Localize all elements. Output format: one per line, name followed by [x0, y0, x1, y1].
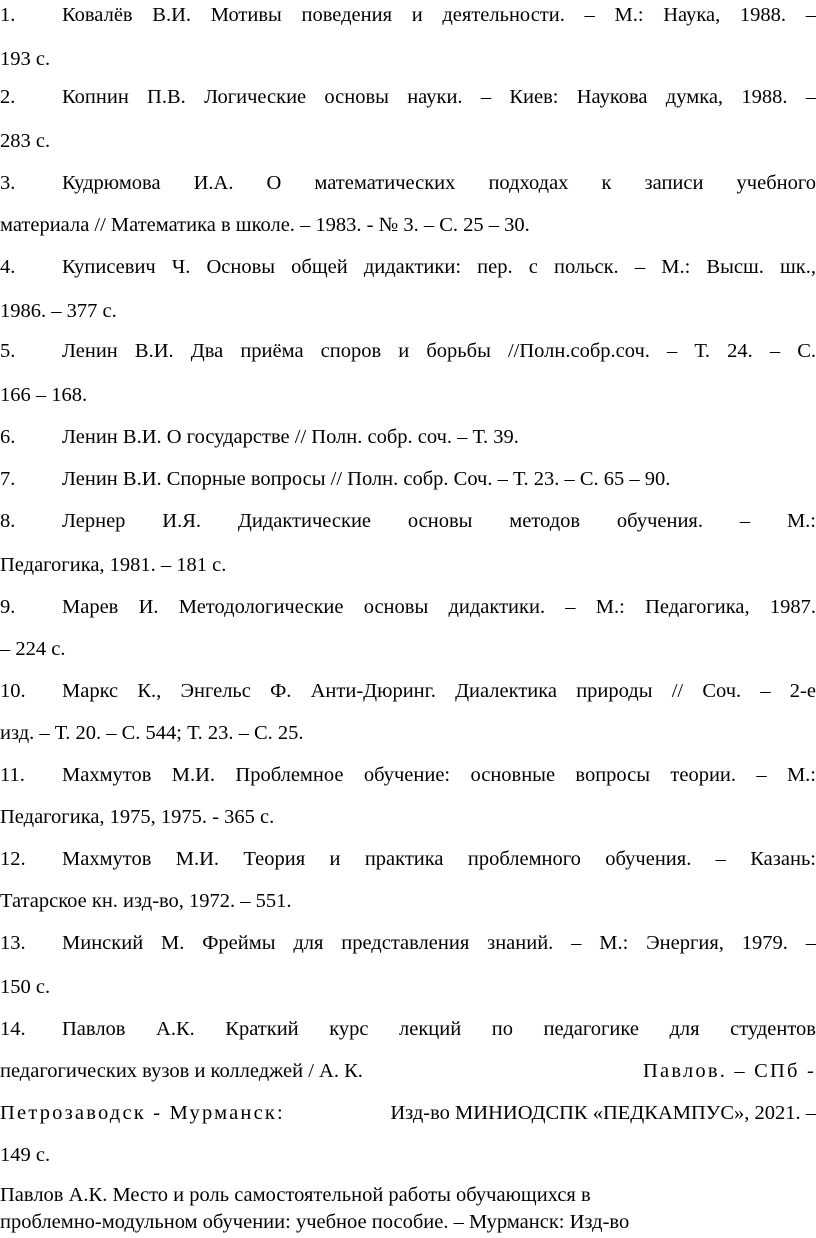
reference-number: 9. — [0, 596, 16, 618]
reference-text: Ленин В.И. О государстве // Полн. собр. соч. – Т. 39. — [62, 426, 519, 448]
reference-text-continued: Педагогика, 1975, 1975. - 365 с. — [0, 806, 275, 828]
reference-text: Махмутов М.И. Теория и практика проблемного обучения. – Казань: — [62, 848, 816, 870]
reference-text-continued: 193 с. — [0, 48, 51, 70]
reference-text-continued: педагогических вузов и колледжей / А. К. — [0, 1060, 363, 1082]
reference-number: 5. — [0, 340, 16, 362]
reference-text: Марев И. Методологические основы дидактики. – М.: Педагогика, 1987. — [62, 596, 816, 618]
reference-number: 7. — [0, 468, 16, 490]
reference-text-continued: Петрозаводск - Мурманск: — [0, 1102, 285, 1124]
reference-text-continued: изд. – Т. 20. – С. 544; Т. 23. – С. 25. — [0, 722, 304, 744]
reference-text: Лернер И.Я. Дидактические основы методов обучения. – М.: — [62, 510, 816, 532]
reference-text-continued: Изд-во МИНИОДСПК «ПЕДКАМПУС», 2021. – — [390, 1102, 816, 1124]
reference-number: 2. — [0, 86, 16, 108]
reference-text-continued: 149 с. — [0, 1144, 51, 1166]
reference-text: Ленин В.И. Спорные вопросы // Полн. собр. Соч. – Т. 23. – С. 65 – 90. — [62, 468, 671, 490]
reference-text: Маркс К., Энгельс Ф. Анти-Дюринг. Диалектика природы // Соч. – 2-е — [62, 680, 816, 702]
reference-text: Ковалёв В.И. Мотивы поведения и деятельности. – М.: Наука, 1988. – — [62, 4, 816, 26]
reference-text-continued: Павлов. – СПб - — [643, 1060, 816, 1082]
reference-text: Павлов А.К. Краткий курс лекций по педагогике для студентов — [62, 1018, 816, 1040]
reference-text-continued: 283 с. — [0, 130, 51, 152]
reference-number: 14. — [0, 1018, 26, 1040]
reference-number: 4. — [0, 256, 16, 278]
reference-number: 12. — [0, 848, 26, 870]
reference-number: 10. — [0, 680, 26, 702]
reference-text-continued: 150 с. — [0, 976, 51, 998]
reference-text: Копнин П.В. Логические основы науки. – Киев: Наукова думка, 1988. – — [62, 86, 816, 108]
reference-text-continued: Татарское кн. изд-во, 1972. – 551. — [0, 890, 292, 912]
reference-text-continued: Педагогика, 1981. – 181 с. — [0, 554, 227, 576]
reference-number: 3. — [0, 172, 16, 194]
reference-number: 6. — [0, 426, 16, 448]
reference-text: Ленин В.И. Два приёма споров и борьбы //Полн.собр.соч. – Т. 24. – С. — [62, 340, 816, 362]
reference-text: Минский М. Фреймы для представления знаний. – М.: Энергия, 1979. – — [62, 932, 816, 954]
reference-text: Павлов А.К. Место и роль самостоятельной работы обучающихся в — [0, 1184, 591, 1206]
reference-number: 1. — [0, 4, 16, 26]
reference-text: Махмутов М.И. Проблемное обучение: основные вопросы теории. – М.: — [62, 764, 816, 786]
reference-text: Куписевич Ч. Основы общей дидактики: пер. с польск. – М.: Высш. шк., — [62, 256, 816, 278]
reference-text: Кудрюмова И.А. О математических подходах к записи учебного — [62, 172, 816, 194]
reference-text-continued: 166 – 168. — [0, 384, 88, 406]
reference-text-continued: – 224 с. — [0, 638, 66, 660]
reference-number: 8. — [0, 510, 16, 532]
reference-text-continued: материала // Математика в школе. – 1983. - № 3. – С. 25 – 30. — [0, 214, 530, 236]
reference-text-continued: проблемно-модульном обучении: учебное пособие. – Мурманск: Изд-во — [0, 1211, 630, 1233]
reference-text-continued: 1986. – 377 с. — [0, 300, 117, 322]
reference-number: 11. — [0, 764, 25, 786]
reference-number: 13. — [0, 932, 26, 954]
